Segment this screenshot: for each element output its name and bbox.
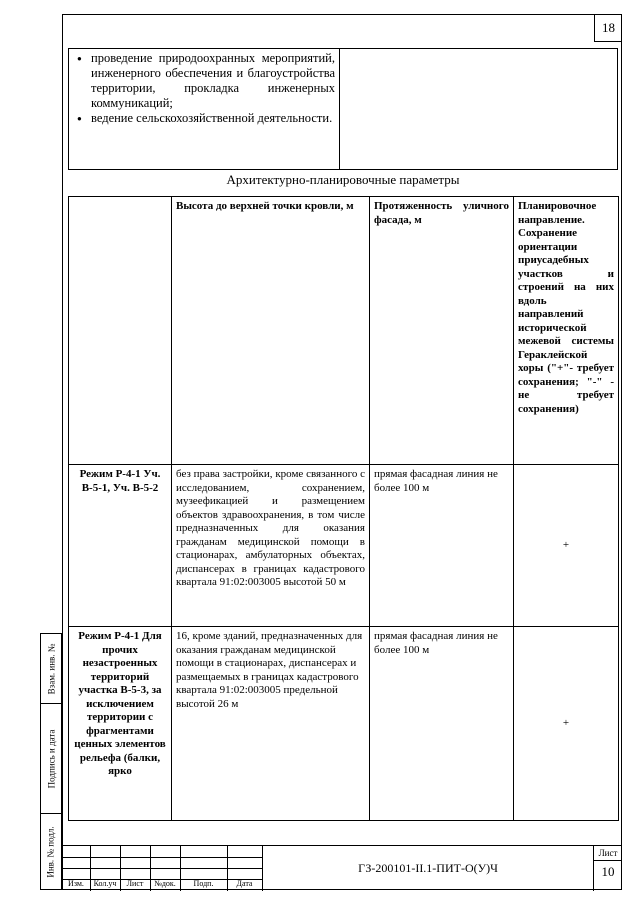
col-label: №док. bbox=[154, 879, 176, 888]
table-row bbox=[69, 465, 619, 627]
height-cell: 16, кроме зданий, предназначенных для оказания гражданам медицинской помощи в стационарах, диспансерах и размещаемых в границах кадастрового квартала 91:02:003005 предельной высотой 26 м bbox=[172, 627, 370, 821]
col-label: Лист bbox=[126, 879, 144, 888]
side-stamp bbox=[40, 633, 62, 890]
header-cell-orientation: Планировочное направление. Сохранение ориентации приусадебных участков и строений на них вдоль направлений исторической межевой системы Гераклейской хоры ("+"- требует сохранения; "-" - не требует сохранения) bbox=[514, 197, 619, 465]
top-left-cell bbox=[69, 49, 340, 169]
side-stamp-label: Инв. № подл. bbox=[46, 825, 56, 878]
orientation-cell: + bbox=[514, 627, 619, 821]
height-cell: без права застройки, кроме связанного с исследованием, сохранением, музеефикацией и размещением объектов здравоохранения, в том числе предназначенных для оказания гражданам медицинской помощи в стационарах, амбулаторных объектах, диспансерах в границах кадастрового квартала 91:02:003005 высотой 50 м bbox=[172, 465, 370, 627]
side-stamp-cell bbox=[41, 814, 61, 889]
document-code: ГЗ-200101-II.1-ПИТ-О(У)Ч bbox=[262, 846, 594, 891]
section-title: Архитектурно-планировочные параметры bbox=[226, 172, 460, 187]
col-label: Дата bbox=[236, 879, 253, 888]
table-row bbox=[69, 627, 619, 821]
header-cell-regime bbox=[69, 197, 172, 465]
bullet-list bbox=[75, 51, 335, 126]
top-continuation-block bbox=[68, 48, 618, 170]
page-number: 18 bbox=[594, 14, 622, 42]
orientation-cell: + bbox=[514, 465, 619, 627]
header-cell-facade: Протяженность уличного фасада, м bbox=[370, 197, 514, 465]
regime-cell: Режим Р-4-1 Уч. В-5-1, Уч. В-5-2 bbox=[69, 465, 172, 627]
sheet-label: Лист bbox=[598, 848, 618, 858]
col-label: Подп. bbox=[193, 879, 214, 888]
table-header-row bbox=[69, 197, 619, 465]
col-label: Кол.уч bbox=[93, 879, 117, 888]
regime-cell: Режим Р-4-1 Для прочих незастроенных территорий участка В-5-3, за исключением территории с фрагментами ценных элементов рельефа (балки, ярко bbox=[69, 627, 172, 821]
revision-column-labels bbox=[62, 879, 262, 891]
side-stamp-label: Взам. инв. № bbox=[46, 643, 56, 694]
sheet-number: 10 bbox=[601, 864, 615, 879]
side-stamp-cell bbox=[41, 704, 61, 814]
sheet-box bbox=[594, 846, 622, 891]
facade-cell: прямая фасадная линия не более 100 м bbox=[370, 627, 514, 821]
bullet-item: ● проведение природоохранных мероприятий, инженерного обеспечения и благоустройства территории, прокладка инженерных коммуникаций; bbox=[91, 51, 335, 111]
title-block bbox=[62, 845, 622, 890]
col-label: Изм. bbox=[68, 879, 84, 888]
params-table bbox=[68, 196, 619, 821]
side-stamp-cell bbox=[41, 634, 61, 704]
bullet-item: ● ведение сельскохозяйственной деятельности. bbox=[91, 111, 335, 126]
side-stamp-label: Подпись и дата bbox=[46, 729, 56, 788]
facade-cell: прямая фасадная линия не более 100 м bbox=[370, 465, 514, 627]
revision-grid bbox=[62, 846, 262, 891]
header-cell-height: Высота до верхней точки кровли, м bbox=[172, 197, 370, 465]
